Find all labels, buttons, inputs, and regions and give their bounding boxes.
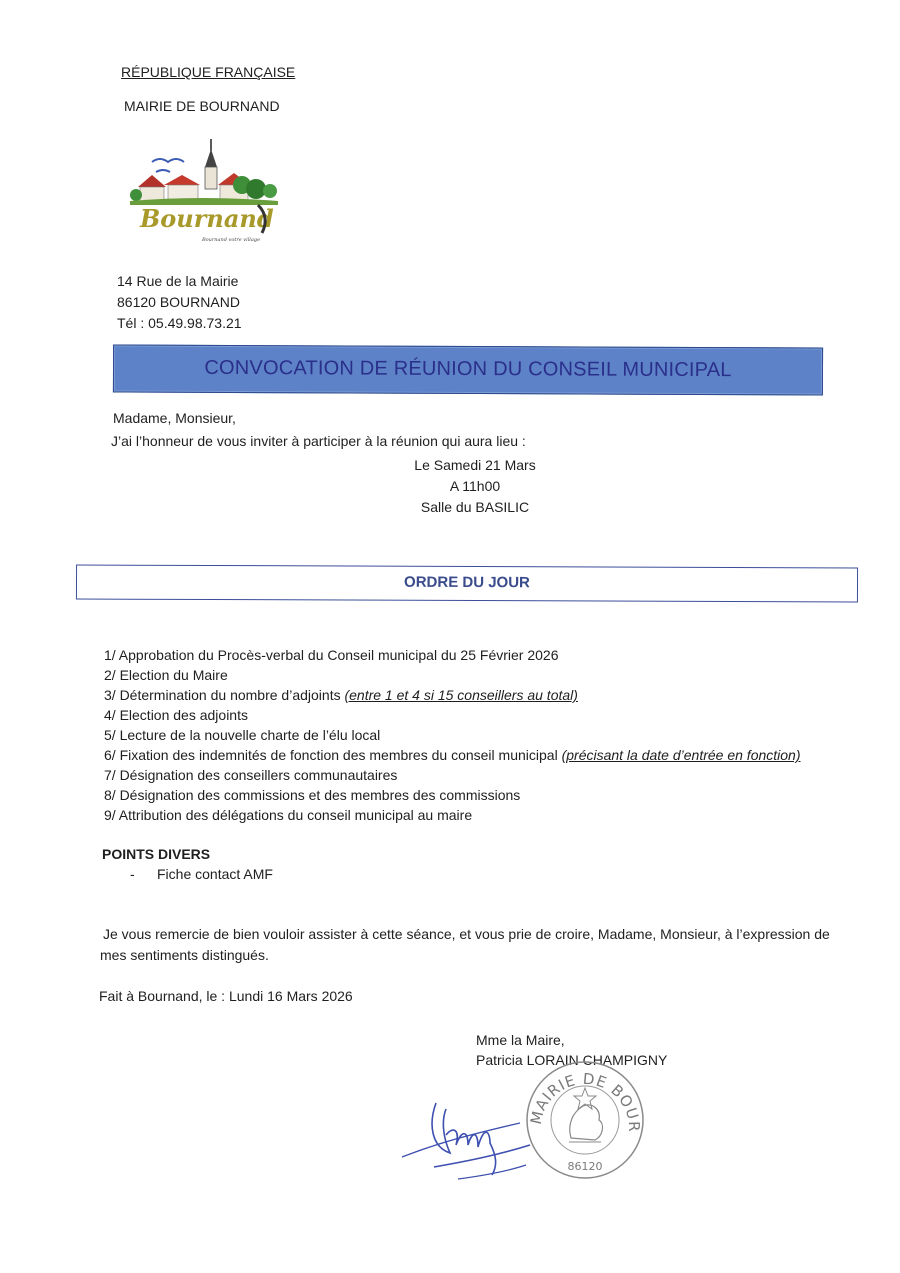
convocation-title: CONVOCATION DE RÉUNION DU CONSEIL MUNICIPAL xyxy=(204,356,732,382)
agenda-item: 3/ Détermination du nombre d’adjoints (entre 1 et 4 si 15 conseillers au total) xyxy=(104,687,578,703)
meeting-date: Le Samedi 21 Mars xyxy=(414,457,536,473)
points-divers-item: Fiche contact AMF xyxy=(157,866,273,882)
agenda-item: 1/ Approbation du Procès-verbal du Conseil municipal du 25 Février 2026 xyxy=(104,647,559,663)
fait-a-line: Fait à Bournand, le : Lundi 16 Mars 2026 xyxy=(99,988,353,1004)
ordre-du-jour-box xyxy=(76,564,858,602)
points-divers-heading: POINTS DIVERS xyxy=(102,846,211,862)
agenda-item: 6/ Fixation des indemnités de fonction des membres du conseil municipal (précisant la date d’entrée en fonction) xyxy=(104,747,801,763)
convocation-title-band xyxy=(113,344,823,395)
agenda-item: 4/ Election des adjoints xyxy=(104,707,248,723)
svg-text:MAIRIE DE BOURNAND: MAIRIE DE BOUR xyxy=(526,1069,644,1133)
closing-line-1: Je vous remercie de bien vouloir assister à cette séance, et vous prie de croire, Madame, Monsieur, à l’expression de xyxy=(103,926,830,942)
handwritten-signature xyxy=(398,1095,538,1190)
bournand-logo xyxy=(130,135,280,245)
mairie-stamp xyxy=(523,1058,647,1182)
meeting-place: Salle du BASILIC xyxy=(420,499,530,515)
address-street: 14 Rue de la Mairie xyxy=(117,273,239,289)
signature-scribble-icon xyxy=(398,1095,538,1190)
mairie-heading: MAIRIE DE BOURNAND xyxy=(124,98,280,114)
village-logo-icon xyxy=(130,135,280,245)
svg-text:86120: 86120 xyxy=(567,1160,603,1173)
salutation: Madame, Monsieur, xyxy=(113,410,236,426)
agenda-note: (entre 1 et 4 si 15 conseillers au total) xyxy=(344,687,578,703)
svg-text:Bournand votre village: Bournand votre village xyxy=(202,237,261,243)
meeting-details xyxy=(0,455,900,518)
meeting-time: A 11h00 xyxy=(449,478,501,494)
agenda-note: (précisant la date d’entrée en fonction) xyxy=(561,747,801,763)
agenda-list xyxy=(104,645,801,825)
agenda-item: 9/ Attribution des délégations du conseil municipal au maire xyxy=(104,807,473,823)
agenda-item: 7/ Désignation des conseillers communautaires xyxy=(104,767,398,783)
address-block xyxy=(117,271,242,334)
signature-name: Patricia LORAIN CHAMPIGNY xyxy=(476,1052,668,1068)
address-city: 86120 BOURNAND xyxy=(117,294,240,310)
agenda-item: 2/ Election du Maire xyxy=(104,667,228,683)
republic-heading: RÉPUBLIQUE FRANÇAISE xyxy=(121,64,296,80)
invite-text: J’ai l’honneur de vous inviter à participer à la réunion qui aura lieu : xyxy=(111,433,526,449)
points-divers-bullet: - xyxy=(130,866,135,882)
address-phone: Tél : 05.49.98.73.21 xyxy=(117,315,242,331)
closing-line-2: mes sentiments distingués. xyxy=(100,947,269,963)
svg-text:Bournand: Bournand xyxy=(140,204,274,233)
agenda-item: 5/ Lecture de la nouvelle charte de l’élu local xyxy=(104,727,381,743)
official-seal-icon xyxy=(523,1058,647,1182)
signature-role: Mme la Maire, xyxy=(476,1032,565,1048)
ordre-du-jour-heading: ORDRE DU JOUR xyxy=(404,573,530,592)
agenda-item: 8/ Désignation des commissions et des membres des commissions xyxy=(104,787,521,803)
